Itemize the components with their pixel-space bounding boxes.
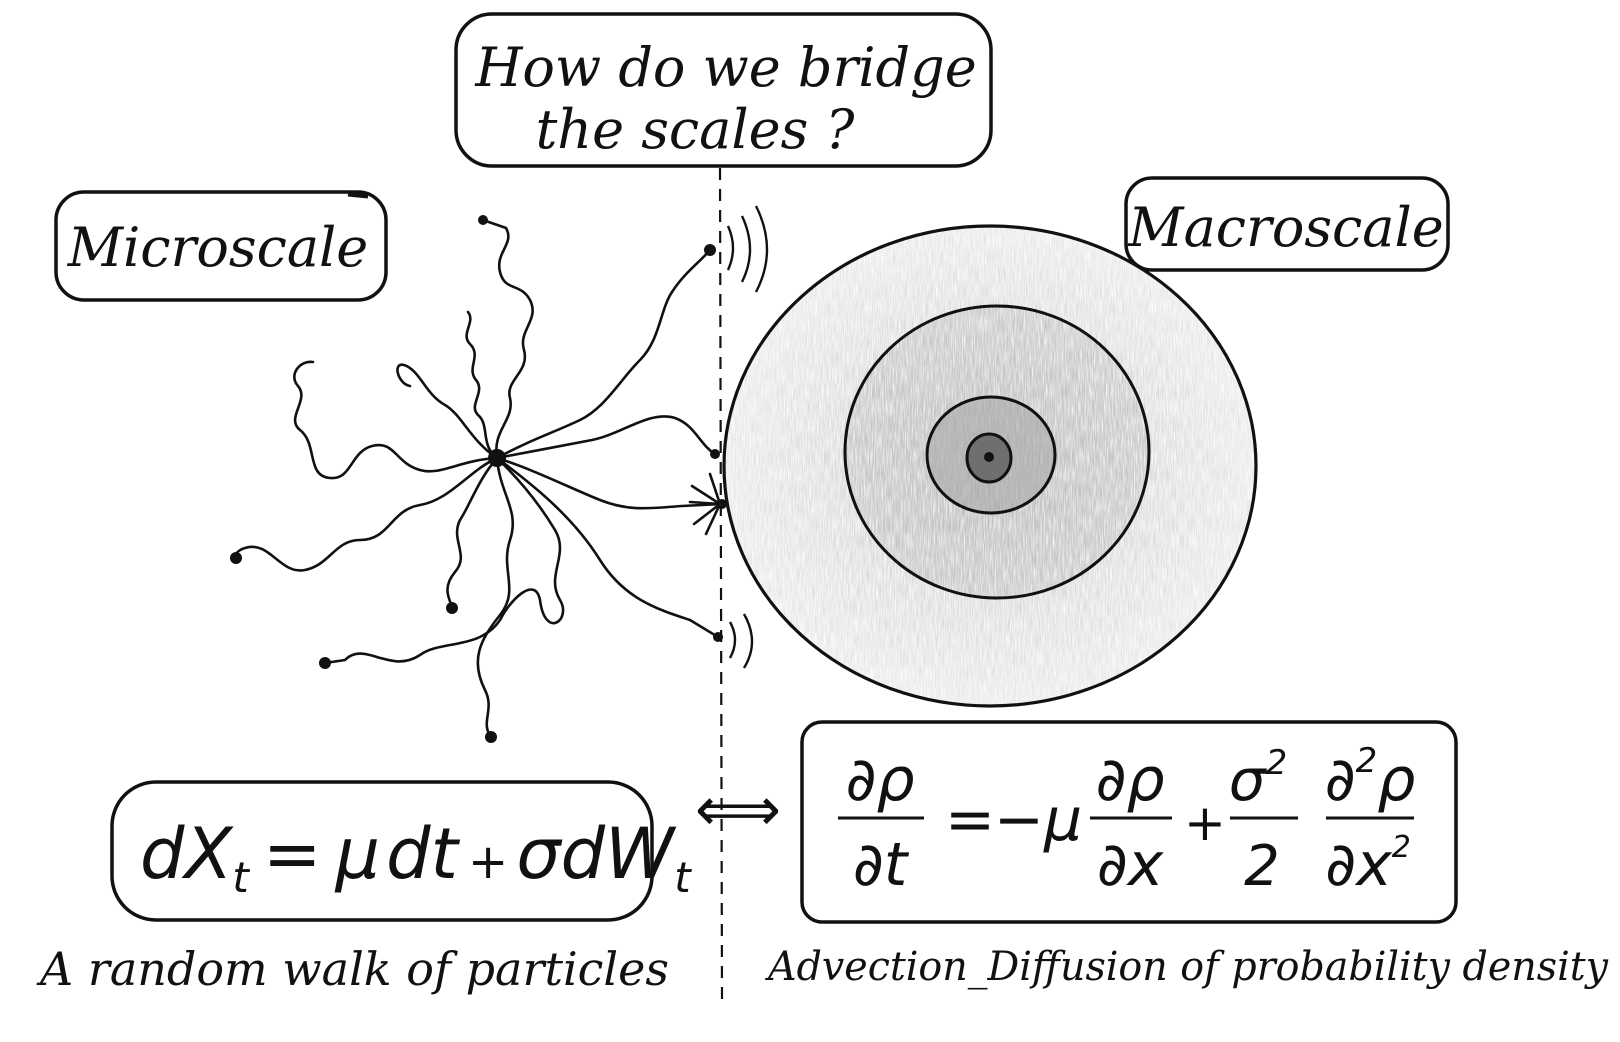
particle-dot (704, 244, 716, 256)
walk-path (294, 362, 497, 478)
equivalence-arrow: ⟺ (694, 775, 782, 845)
question-line-1: How do we bridge (475, 36, 977, 99)
micro-caption: A random walk of particles (40, 942, 669, 996)
walk-path (478, 458, 513, 737)
sde-equation: $dX_t = \mu dt + \sigma dW_t$ (140, 813, 691, 902)
particle-dot (319, 657, 331, 669)
svg-text:∂x: ∂x (1096, 830, 1164, 900)
particle-dot (488, 449, 506, 467)
svg-text:∂ρ: ∂ρ (1095, 745, 1165, 815)
density-field (724, 226, 1256, 706)
question-line-2: the scales ? (535, 98, 855, 161)
question-box (456, 14, 991, 166)
scale-divider (720, 168, 722, 1000)
particle-dot (485, 731, 497, 743)
pde-box (802, 722, 1456, 922)
macroscale-label-box (1126, 178, 1448, 270)
particle-dot (446, 602, 458, 614)
walk-path (397, 365, 497, 458)
walk-path (467, 312, 497, 458)
svg-text:σ2: $\sigma^2$ (1228, 743, 1288, 814)
macroscale-label: Macroscale (1128, 196, 1444, 259)
particle-dot (710, 449, 720, 459)
svg-text:∂t: ∂t (852, 830, 908, 900)
svg-text:2: 2 (1244, 834, 1280, 899)
walk-path (497, 416, 715, 458)
particle-dot (478, 215, 488, 225)
svg-text:+: + (1184, 794, 1226, 852)
walk-path (497, 458, 718, 637)
svg-text:−μ: −μ (993, 785, 1083, 855)
svg-text:=: = (944, 785, 996, 855)
particle-dot (230, 552, 242, 564)
macro-caption: Advection_Diffusion of probability density (764, 944, 1610, 990)
walk-path (690, 474, 720, 534)
svg-text:∂x2: $\partial x^2$ (1325, 830, 1411, 900)
walk-path (325, 458, 563, 663)
walk-path (447, 458, 497, 608)
walk-path (497, 250, 710, 458)
microscale-label: Microscale (67, 216, 369, 279)
particle-dot (713, 632, 723, 642)
svg-text:∂ρ: ∂ρ (845, 745, 915, 815)
sde-box (112, 782, 692, 920)
microscale-label-box (56, 192, 386, 300)
walk-path (483, 220, 533, 458)
walk-path (234, 458, 497, 570)
svg-text:∂2ρ: ∂$^2$ρ (1324, 741, 1416, 815)
